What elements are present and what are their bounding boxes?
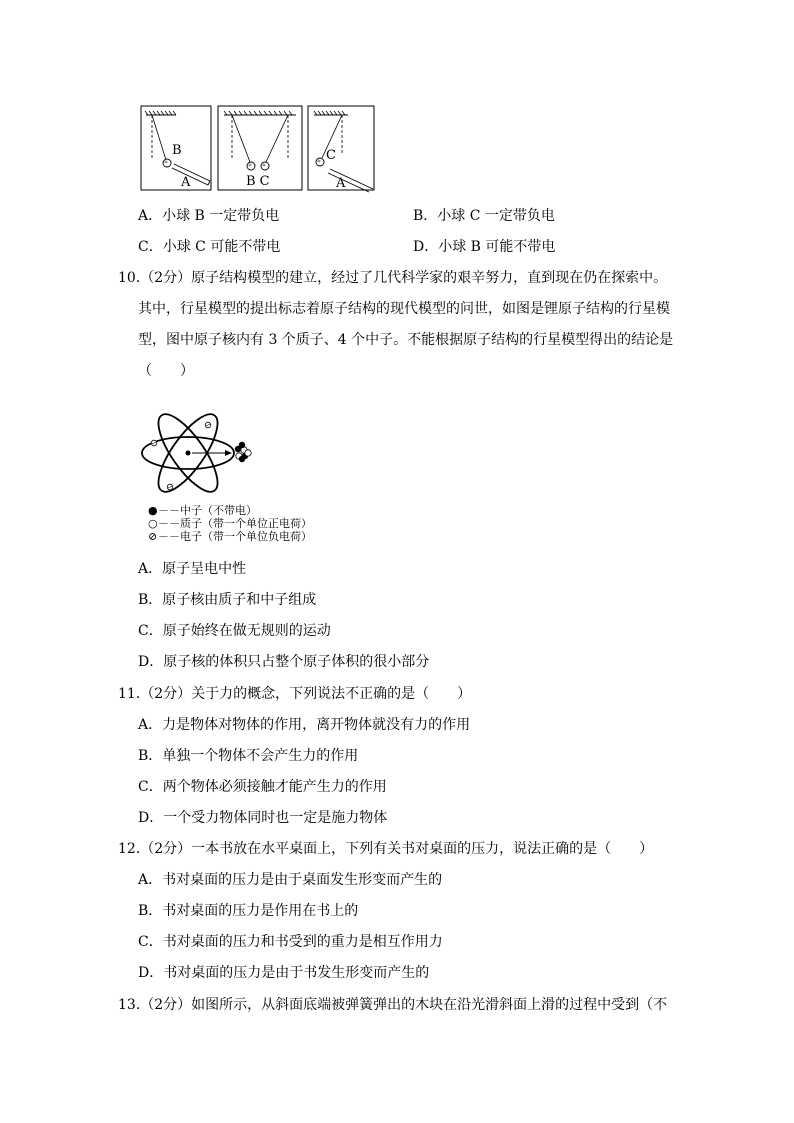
- q13-stem: 13.（2分）如图所示，从斜面底端被弹簧弹出的木块在沿光滑斜面上滑的过程中受到（不: [118, 997, 668, 1013]
- q10-stem-line-1: 10.（2分）原子结构模型的建立，经过了几代科学家的艰辛努力，直到现在仍在探索中。: [118, 270, 668, 286]
- q9-option-d: D．小球 B 可能不带电: [413, 239, 556, 255]
- box3-rod-label: A: [336, 176, 346, 191]
- q11-option-a: A．力是物体对物体的作用，离开物体就没有力的作用: [138, 717, 471, 733]
- box2-balls-label: B C: [246, 174, 270, 189]
- q10-stem-line-3: 型，图中原子核内有 3 个质子、4 个中子。不能根据原子结构的行星模型得出的结论是: [138, 332, 674, 348]
- q12-option-b: B．书对桌面的压力是作用在书上的: [138, 903, 359, 919]
- q11-option-d: D．一个受力物体同时也一定是施力物体: [138, 810, 388, 826]
- box3-ball-label: C: [326, 148, 336, 163]
- q12-option-a: A．书对桌面的压力是由于桌面发生形变而产生的: [138, 872, 443, 888]
- q10-option-a: A．原子呈电中性: [138, 561, 247, 577]
- q10-option-b: B．原子核由质子和中子组成: [138, 592, 317, 608]
- legend-proton: ○－－质子（带一个单位正电荷）: [148, 517, 312, 530]
- q9-option-a: A．小球 B 一定带负电: [138, 208, 280, 224]
- proton-icon: ○: [148, 517, 158, 530]
- electron-icon: ⊘: [148, 530, 158, 543]
- lithium-atom-figure: [140, 395, 260, 505]
- q11-option-c: C．两个物体必须接触才能产生力的作用: [138, 779, 387, 795]
- legend-electron: ⊘－－电子（带一个单位负电荷）: [148, 530, 312, 543]
- q12-stem: 12.（2分）一本书放在水平桌面上，下列有关书对桌面的压力，说法正确的是（ ）: [118, 841, 654, 857]
- q9-option-b: B．小球 C 一定带负电: [413, 208, 555, 224]
- q10-option-c: C．原子始终在做无规则的运动: [138, 623, 331, 639]
- q9-option-c: C．小球 C 可能不带电: [138, 239, 281, 255]
- box1-ball-label: B: [172, 143, 182, 158]
- q10-stem-line-2: 其中，行星模型的提出标志着原子结构的现代模型的问世，如图是锂原子结构的行星模: [138, 301, 670, 317]
- q11-option-b: B．单独一个物体不会产生力的作用: [138, 748, 359, 764]
- q10-stem-line-4: （ ）: [138, 363, 194, 379]
- neutron-icon: ●: [148, 504, 158, 517]
- q10-option-d: D．原子核的体积只占整个原子体积的很小部分: [138, 654, 430, 670]
- pendulum-figure: [140, 105, 380, 193]
- legend-neutron: ●－－中子（不带电）: [148, 504, 257, 517]
- q11-stem: 11.（2分）关于力的概念，下列说法不正确的是（ ）: [118, 686, 472, 702]
- q12-option-c: C．书对桌面的压力和书受到的重力是相互作用力: [138, 934, 443, 950]
- q12-option-d: D．书对桌面的压力是由于书发生形变而产生的: [138, 965, 430, 981]
- box1-rod-label: A: [181, 175, 191, 190]
